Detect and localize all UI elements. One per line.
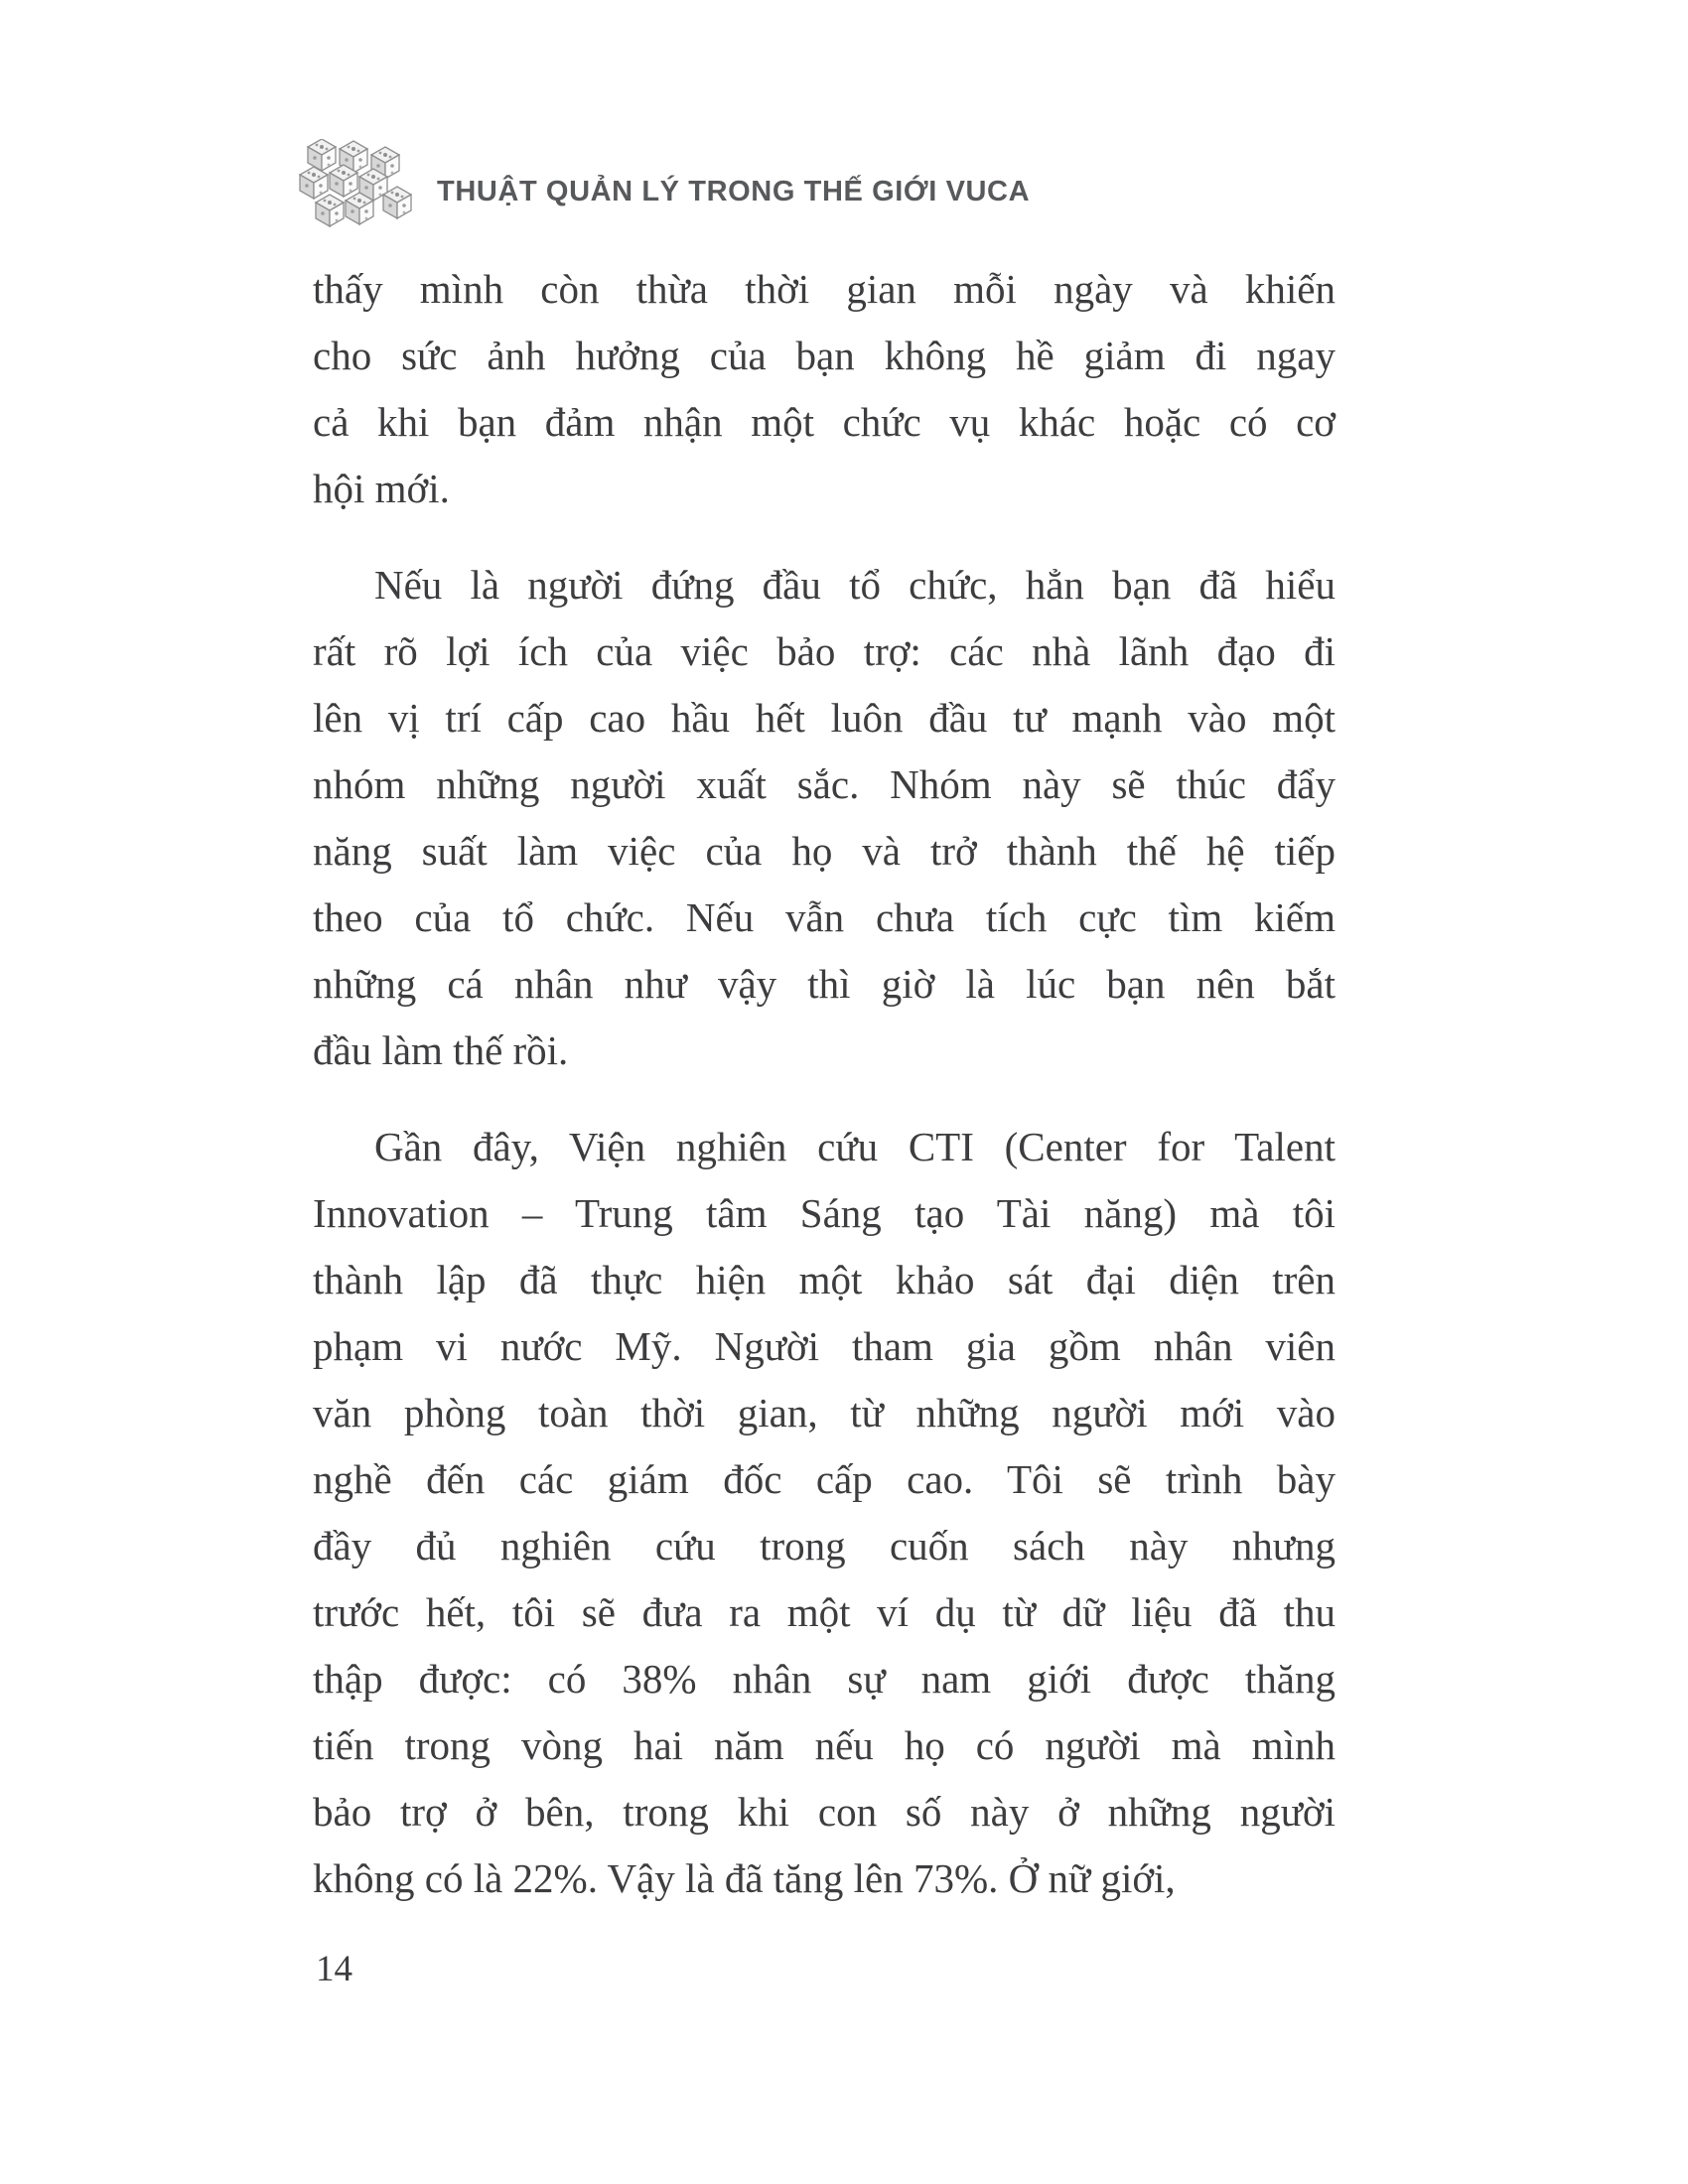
text-line: bảo trợ ở bên, trong khi con số này ở những người [313,1789,1336,1835]
text-line: lên vị trí cấp cao hầu hết luôn đầu tư mạnh vào một [313,695,1336,741]
text-line: rất rõ lợi ích của việc bảo trợ: các nhà lãnh đạo đi [313,628,1336,674]
text-line: không có là 22%. Vậy là đã tăng lên 73%. Ở nữ giới, [313,1855,1176,1901]
page-number: 14 [316,1949,352,1989]
paragraph [313,256,1336,522]
paragraph [313,1114,1336,1912]
text-line: thấy mình còn thừa thời gian mỗi ngày và khiến [313,266,1336,312]
text-line: nghề đến các giám đốc cấp cao. Tôi sẽ trình bày [313,1456,1336,1502]
paragraph [313,552,1336,1084]
text-line: đầu làm thế rồi. [313,1027,569,1073]
book-title: THUẬT QUẢN LÝ TRONG THẾ GIỚI VUCA [437,175,1031,207]
page-header [298,139,1030,238]
text-line: Innovation – Trung tâm Sáng tạo Tài năng) mà tôi [313,1190,1336,1236]
text-line: phạm vi nước Mỹ. Người tham gia gồm nhân viên [313,1323,1336,1369]
text-line: hội mới. [313,466,450,511]
text-line: thập được: có 38% nhân sự nam giới được thăng [313,1656,1336,1702]
text-line: văn phòng toàn thời gian, từ những người mới vào [313,1390,1336,1435]
text-line: Nếu là người đứng đầu tổ chức, hẳn bạn đã hiểu [374,562,1336,608]
body-text [313,256,1336,1912]
text-line: thành lập đã thực hiện một khảo sát đại diện trên [313,1257,1336,1302]
text-line: cho sức ảnh hưởng của bạn không hề giảm đi ngay [313,333,1336,378]
text-line: những cá nhân như vậy thì giờ là lúc bạn nên bắt [313,961,1336,1007]
text-line: đầy đủ nghiên cứu trong cuốn sách này nhưng [313,1523,1336,1569]
text-line: trước hết, tôi sẽ đưa ra một ví dụ từ dữ liệu đã thu [313,1589,1336,1635]
text-line: theo của tổ chức. Nếu vẫn chưa tích cực tìm kiếm [313,894,1336,940]
text-line: tiến trong vòng hai năm nếu họ có người mà mình [313,1722,1336,1768]
text-line: năng suất làm việc của họ và trở thành thế hệ tiếp [313,828,1336,874]
text-line: Gần đây, Viện nghiên cứu CTI (Center for Talent [374,1124,1336,1169]
text-line: nhóm những người xuất sắc. Nhóm này sẽ thúc đẩy [313,761,1336,807]
text-line: cả khi bạn đảm nhận một chức vụ khác hoặc có cơ [313,399,1336,445]
dice-cubes-logo-icon [298,139,415,238]
